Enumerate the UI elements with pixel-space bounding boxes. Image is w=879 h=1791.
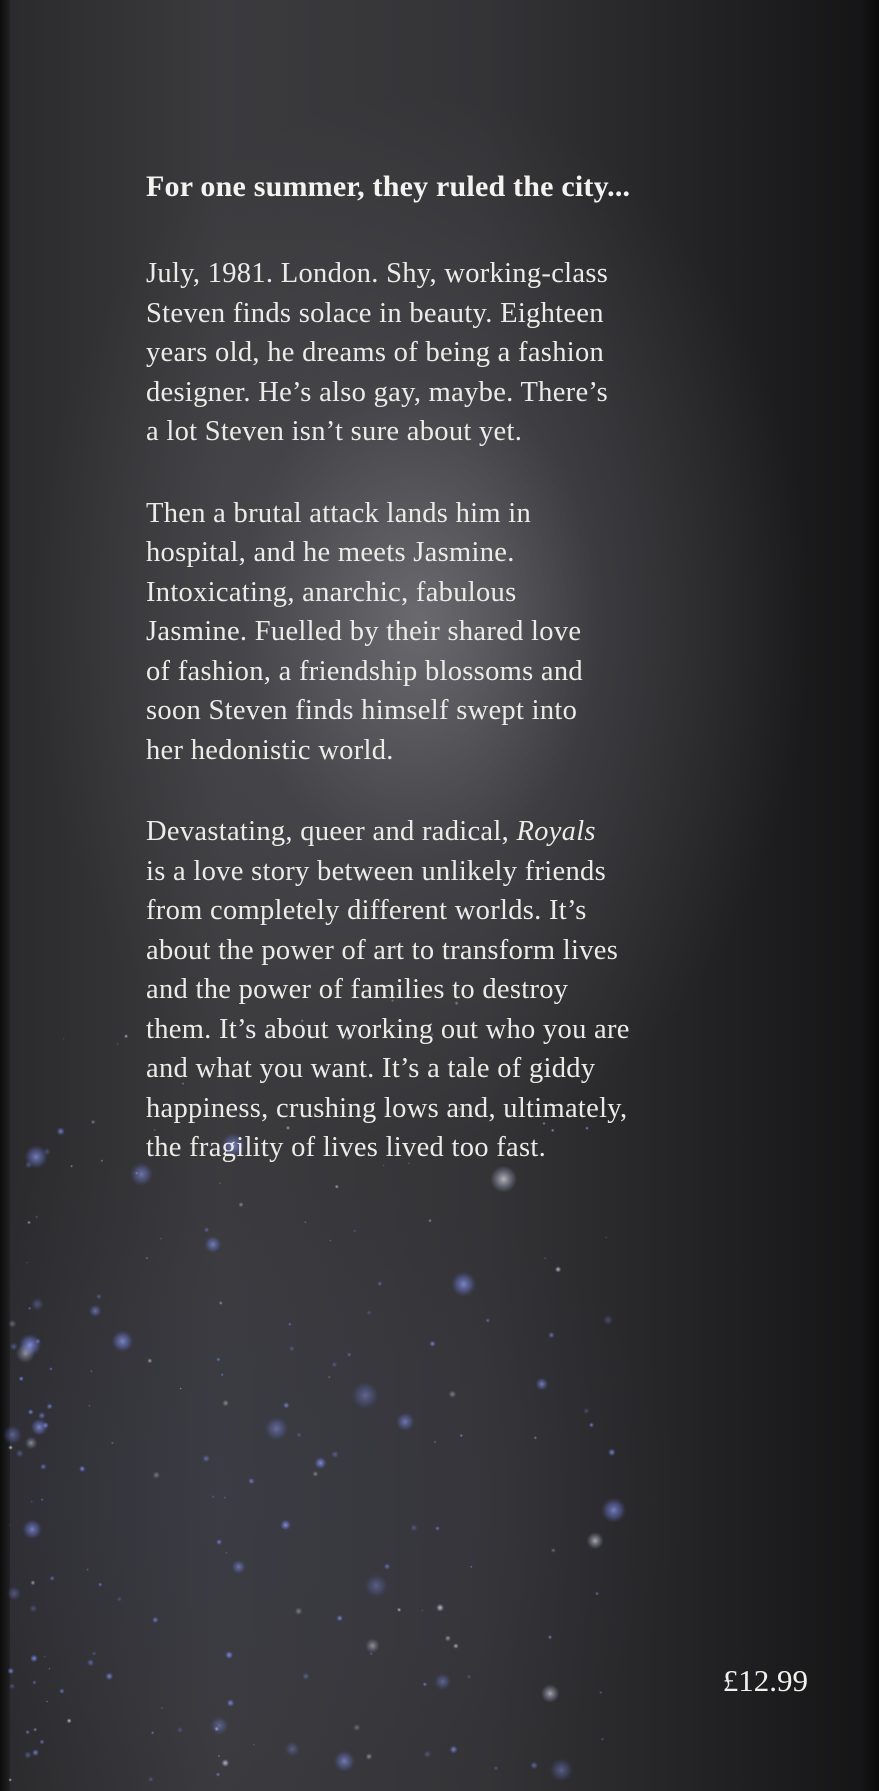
- bokeh-dot: [9, 1683, 15, 1689]
- bokeh-dot: [31, 1500, 34, 1503]
- bokeh-dot: [410, 1524, 418, 1532]
- bokeh-dot: [423, 1682, 428, 1687]
- bokeh-dot: [331, 1450, 339, 1458]
- bokeh-dot: [536, 1378, 549, 1391]
- bokeh-dot: [421, 1609, 423, 1611]
- bokeh-dot: [98, 1582, 103, 1587]
- bokeh-dot: [583, 1408, 589, 1414]
- bokeh-dot: [328, 1376, 331, 1379]
- bokeh-dot: [35, 1338, 41, 1344]
- bokeh-dot: [25, 1437, 38, 1450]
- paragraph-2-line: Then a brutal attack lands him in: [146, 497, 532, 529]
- bokeh-dot: [32, 1680, 37, 1685]
- bokeh-dot: [334, 1751, 355, 1772]
- bokeh-dot: [285, 1741, 301, 1757]
- bokeh-dot: [601, 1738, 604, 1741]
- bokeh-dot: [30, 1580, 35, 1585]
- bokeh-dot: [329, 1239, 332, 1242]
- bokeh-dot: [429, 1341, 436, 1348]
- paragraph-2-line: her hedonistic world.: [146, 734, 394, 766]
- paragraph-3: [146, 812, 786, 1168]
- paragraph-3-line: and what you want. It’s a tale of giddy: [146, 1053, 596, 1084]
- bokeh-dot: [7, 1668, 14, 1675]
- bokeh-dot: [466, 1674, 471, 1679]
- bokeh-dot: [428, 1219, 432, 1223]
- bokeh-dot: [124, 1034, 128, 1038]
- bokeh-dot: [48, 1668, 50, 1670]
- bokeh-dot: [204, 1236, 221, 1253]
- bokeh-dot: [548, 1332, 555, 1339]
- bokeh-dot: [117, 1597, 122, 1602]
- bokeh-dot: [49, 1576, 55, 1582]
- bokeh-dot: [26, 1261, 28, 1263]
- bokeh-dot: [135, 1172, 138, 1175]
- bokeh-dot: [366, 1753, 373, 1760]
- bokeh-dot: [223, 1496, 226, 1499]
- bokeh-dot: [436, 1604, 444, 1612]
- bokeh-dot: [44, 1656, 46, 1658]
- bokeh-dot: [351, 1382, 379, 1410]
- bokeh-dot: [152, 1617, 159, 1624]
- bokeh-dot: [225, 1651, 233, 1659]
- bokeh-dot: [24, 1751, 32, 1759]
- bokeh-dot: [396, 1412, 415, 1431]
- bokeh-dot: [42, 1422, 49, 1429]
- bokeh-dot: [336, 1615, 343, 1622]
- bokeh-dot: [33, 1728, 37, 1732]
- bokeh-dot: [589, 1422, 594, 1427]
- bokeh-dot: [117, 1043, 119, 1045]
- bokeh-dot: [148, 1776, 154, 1782]
- bokeh-dot: [232, 1560, 246, 1574]
- paragraph-3-line: and the power of families to destroy: [146, 974, 569, 1005]
- bokeh-dot: [91, 1120, 96, 1125]
- bokeh-dot: [92, 1651, 97, 1656]
- bokeh-dot: [265, 1417, 289, 1441]
- bokeh-dot: [29, 1605, 37, 1613]
- bokeh-dot: [280, 1520, 291, 1531]
- bokeh-dot: [88, 1404, 91, 1407]
- bokeh-dot: [19, 1376, 24, 1381]
- bokeh-dot: [397, 1608, 401, 1612]
- bokeh-dot: [225, 1552, 228, 1555]
- bokeh-dot: [101, 1159, 104, 1162]
- bokeh-dot: [534, 1436, 538, 1440]
- bokeh-dot: [40, 1463, 47, 1470]
- bokeh-dot: [57, 1127, 65, 1135]
- bokeh-dot: [289, 1346, 295, 1352]
- bokeh-dot: [35, 1215, 39, 1219]
- paragraph-2-line: Intoxicating, anarchic, fabulous: [146, 576, 517, 608]
- bokeh-dot: [544, 1257, 547, 1260]
- bokeh-dot: [369, 1652, 373, 1656]
- bokeh-dot: [227, 1699, 235, 1707]
- bokeh-dot: [211, 1495, 215, 1499]
- bokeh-dot: [38, 1412, 46, 1420]
- bokeh-dot: [221, 1759, 229, 1767]
- bokeh-dot: [216, 1357, 221, 1362]
- bokeh-dot: [49, 1367, 53, 1371]
- bokeh-dot: [587, 1532, 604, 1549]
- bokeh-dot: [111, 1442, 114, 1445]
- bokeh-dot: [39, 1739, 44, 1744]
- bokeh-dot: [25, 1730, 30, 1735]
- bokeh-dot: [8, 1778, 12, 1782]
- bokeh-dot: [445, 1635, 452, 1642]
- bokeh-dot: [449, 1745, 457, 1753]
- bokeh-dot: [288, 1322, 292, 1326]
- bokeh-dot: [16, 1344, 35, 1363]
- paragraph-3-first-line: [146, 812, 786, 852]
- bokeh-dot: [111, 1330, 133, 1352]
- paragraph-1-line: years old, he dreams of being a fashion: [146, 337, 605, 368]
- bokeh-dot: [9, 1524, 11, 1526]
- bokeh-dot: [434, 1673, 451, 1690]
- bokeh-dot: [453, 1643, 459, 1649]
- bokeh-dot: [449, 1390, 457, 1398]
- bokeh-dot: [541, 1684, 559, 1702]
- bokeh-dot: [160, 1238, 162, 1240]
- bokeh-dot: [28, 1307, 32, 1311]
- bokeh-dot: [601, 1498, 626, 1523]
- bokeh-dot: [46, 1403, 53, 1410]
- bokeh-dot: [70, 1165, 73, 1168]
- bokeh-dot: [253, 1744, 255, 1746]
- paragraph-2-line: soon Steven finds himself swept into: [146, 695, 578, 726]
- bokeh-dot: [3, 1425, 22, 1444]
- bokeh-dot: [202, 1455, 210, 1463]
- bokeh-dot: [219, 1301, 223, 1305]
- bokeh-dot: [435, 1526, 440, 1531]
- bokeh-dot: [451, 1272, 476, 1297]
- bokeh-dot: [8, 1320, 16, 1328]
- paragraph-1-line: Steven finds solace in beauty. Eighteen: [146, 297, 604, 329]
- bokeh-dot: [296, 1432, 302, 1438]
- paragraph-3-line: happiness, crushing lows and, ultimately,: [146, 1092, 628, 1124]
- bokeh-dot: [366, 1310, 371, 1315]
- paragraph-3-line: is a love story between unlikely friends: [146, 855, 606, 887]
- bokeh-dot: [16, 1449, 24, 1457]
- bokeh-dot: [22, 1519, 42, 1539]
- paragraph-3-line: from completely different worlds. It’s: [146, 895, 587, 926]
- paragraph-3-line: about the power of art to transform lives: [146, 934, 619, 966]
- bokeh-dot: [605, 1236, 607, 1238]
- bokeh-dot: [30, 1654, 38, 1662]
- bokeh-dot: [493, 1766, 498, 1771]
- bokeh-dot: [147, 1358, 152, 1363]
- bokeh-dot: [87, 1659, 95, 1667]
- bokeh-dot: [603, 1315, 613, 1325]
- bokeh-dot: [550, 1758, 573, 1781]
- bokeh-dot: [28, 1409, 34, 1415]
- bokeh-dot: [216, 1539, 222, 1545]
- bokeh-dot: [312, 1471, 318, 1477]
- paragraph-2-line: hospital, and he meets Jasmine.: [146, 537, 515, 568]
- bokeh-dot: [41, 1498, 44, 1501]
- bokeh-dot: [153, 1471, 161, 1479]
- blurb: [146, 168, 786, 1210]
- book-title-italic: Royals: [516, 816, 596, 847]
- bokeh-dot: [210, 1716, 229, 1735]
- bokeh-dot: [365, 1639, 379, 1653]
- bokeh-dot: [161, 1707, 164, 1710]
- paragraph-1-line: July, 1981. London. Shy, working-class: [146, 258, 609, 289]
- price-label: £12.99: [722, 1663, 808, 1698]
- bokeh-dot: [353, 1229, 357, 1233]
- tagline: For one summer, they ruled the city...: [146, 170, 631, 203]
- bokeh-dot: [8, 1445, 13, 1450]
- right-edge-shadow: [861, 0, 879, 1791]
- bokeh-dot: [96, 1294, 102, 1300]
- bokeh-dot: [548, 1635, 553, 1640]
- bokeh-dot: [551, 1548, 556, 1553]
- bokeh-dot: [46, 1700, 48, 1702]
- bokeh-dot: [151, 1731, 155, 1735]
- bokeh-dot: [424, 1750, 432, 1758]
- bokeh-dot: [347, 1352, 352, 1357]
- bokeh-dot: [59, 1688, 65, 1694]
- bokeh-dot: [314, 1457, 327, 1470]
- bokeh-dot: [90, 1370, 94, 1374]
- bokeh-dot: [24, 1145, 48, 1169]
- bokeh-dot: [79, 1465, 86, 1472]
- bokeh-dot: [530, 1761, 538, 1769]
- bokeh-dot: [364, 1574, 388, 1598]
- paragraph-3-line: the fragility of lives lived too fast.: [146, 1132, 547, 1163]
- bokeh-dot: [377, 1281, 382, 1286]
- paragraph-2-line: Jasmine. Fuelled by their shared love: [146, 616, 582, 647]
- bokeh-dot: [295, 1607, 303, 1615]
- bokeh-dot: [595, 1592, 599, 1596]
- bokeh-dot: [248, 1478, 255, 1485]
- bokeh-dot: [31, 1298, 44, 1311]
- bokeh-dot: [218, 1755, 220, 1757]
- bokeh-dot: [599, 1691, 602, 1694]
- bokeh-dot: [353, 1724, 360, 1731]
- bokeh-dot: [145, 1257, 148, 1260]
- bokeh-dot: [177, 1727, 184, 1734]
- bokeh-dot: [384, 1563, 391, 1570]
- paragraph-3-prefix: Devastating, queer and radical,: [146, 816, 517, 847]
- bokeh-dot: [302, 1673, 309, 1680]
- paragraph-1: [146, 254, 786, 452]
- paragraph-1-line: designer. He’s also gay, maybe. There’s: [146, 376, 609, 408]
- bokeh-dot: [555, 1266, 561, 1272]
- bokeh-dot: [67, 1718, 72, 1723]
- bokeh-dot: [86, 1568, 89, 1571]
- paragraph-3-line: them. It’s about working out who you are: [146, 1013, 630, 1045]
- bokeh-dot: [460, 1434, 464, 1438]
- bokeh-dot: [304, 1221, 307, 1224]
- bokeh-dot: [608, 1448, 616, 1456]
- bokeh-dot: [486, 1318, 491, 1323]
- bokeh-dot: [470, 1566, 473, 1569]
- bokeh-dot: [434, 1441, 437, 1444]
- bokeh-dot: [180, 1388, 182, 1390]
- bokeh-dot: [220, 1373, 224, 1377]
- bokeh-dot: [27, 1221, 31, 1225]
- bokeh-dot: [89, 1304, 102, 1317]
- paragraph-1-line: a lot Steven isn’t sure about yet.: [146, 416, 523, 447]
- paragraph-2-line: of fashion, a friendship blossoms and: [146, 655, 583, 687]
- bokeh-dot: [204, 1227, 210, 1233]
- bokeh-dot: [283, 1402, 290, 1409]
- bokeh-dot: [216, 1772, 221, 1777]
- bokeh-dot: [32, 1749, 39, 1756]
- bokeh-dot: [7, 1586, 22, 1601]
- bokeh-dot: [63, 1038, 65, 1040]
- bokeh-dot: [222, 1400, 229, 1407]
- bokeh-dot: [105, 1672, 113, 1680]
- paragraph-2: [146, 494, 786, 771]
- bokeh-dot: [331, 1362, 337, 1368]
